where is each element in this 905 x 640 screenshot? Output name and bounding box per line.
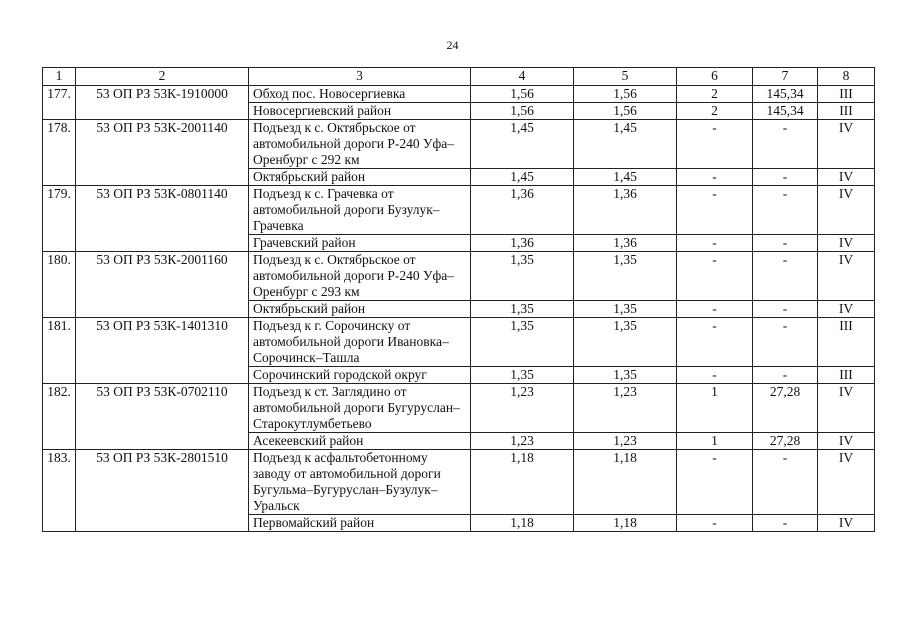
cell-c8: IV xyxy=(818,252,875,301)
district-cell-c7: 145,34 xyxy=(753,103,818,120)
district-cell-c7: - xyxy=(753,301,818,318)
district-cell-c4: 1,45 xyxy=(471,169,574,186)
district-cell-c7: - xyxy=(753,169,818,186)
road-name: Подъезд к г. Сорочинску от автомобильной дороги Ивановка–Сорочинск–Ташла xyxy=(249,318,471,367)
cell-c8: III xyxy=(818,318,875,367)
cell-c6: - xyxy=(677,186,753,235)
row-number: 183. xyxy=(43,450,76,532)
row-number: 182. xyxy=(43,384,76,450)
cell-c5: 1,35 xyxy=(574,252,677,301)
district-cell-c5: 1,35 xyxy=(574,301,677,318)
table-row xyxy=(43,86,875,103)
district-cell-c8: IV xyxy=(818,169,875,186)
road-name: Обход пос. Новосергиевка xyxy=(249,86,471,103)
cell-c8: III xyxy=(818,86,875,103)
row-number: 181. xyxy=(43,318,76,384)
table-row xyxy=(43,252,875,301)
district-cell-c8: III xyxy=(818,367,875,384)
cell-c4: 1,18 xyxy=(471,450,574,515)
district-cell-c7: 27,28 xyxy=(753,433,818,450)
row-number: 179. xyxy=(43,186,76,252)
district-cell-c5: 1,35 xyxy=(574,367,677,384)
district-cell-c8: IV xyxy=(818,433,875,450)
district-cell-c7: - xyxy=(753,367,818,384)
cell-c7: - xyxy=(753,318,818,367)
cell-c4: 1,35 xyxy=(471,252,574,301)
district-cell-c4: 1,35 xyxy=(471,367,574,384)
column-header: 8 xyxy=(818,68,875,86)
cell-c4: 1,36 xyxy=(471,186,574,235)
district-cell-c6: 2 xyxy=(677,103,753,120)
district-cell-c5: 1,18 xyxy=(574,515,677,532)
district-name: Октябрьский район xyxy=(249,301,471,318)
district-cell-c5: 1,23 xyxy=(574,433,677,450)
district-cell-c4: 1,56 xyxy=(471,103,574,120)
cell-c5: 1,35 xyxy=(574,318,677,367)
district-name: Асекеевский район xyxy=(249,433,471,450)
district-name: Сорочинский городской округ xyxy=(249,367,471,384)
district-name: Октябрьский район xyxy=(249,169,471,186)
district-cell-c5: 1,36 xyxy=(574,235,677,252)
cell-c5: 1,23 xyxy=(574,384,677,433)
cell-c5: 1,36 xyxy=(574,186,677,235)
district-cell-c8: IV xyxy=(818,515,875,532)
cell-c6: - xyxy=(677,120,753,169)
district-cell-c6: - xyxy=(677,235,753,252)
column-header: 3 xyxy=(249,68,471,86)
table-row xyxy=(43,318,875,367)
road-code: 53 ОП РЗ 53К-0801140 xyxy=(76,186,249,252)
cell-c7: - xyxy=(753,450,818,515)
cell-c6: - xyxy=(677,252,753,301)
column-header: 1 xyxy=(43,68,76,86)
district-cell-c4: 1,18 xyxy=(471,515,574,532)
district-cell-c8: IV xyxy=(818,301,875,318)
table-row xyxy=(43,384,875,433)
road-code: 53 ОП РЗ 53К-0702110 xyxy=(76,384,249,450)
cell-c6: 1 xyxy=(677,384,753,433)
cell-c5: 1,18 xyxy=(574,450,677,515)
district-name: Первомайский район xyxy=(249,515,471,532)
district-name: Грачевский район xyxy=(249,235,471,252)
row-number: 180. xyxy=(43,252,76,318)
cell-c6: 2 xyxy=(677,86,753,103)
cell-c5: 1,56 xyxy=(574,86,677,103)
table-row xyxy=(43,450,875,515)
district-cell-c6: - xyxy=(677,515,753,532)
column-header: 7 xyxy=(753,68,818,86)
road-code: 53 ОП РЗ 53К-2801510 xyxy=(76,450,249,532)
cell-c7: - xyxy=(753,120,818,169)
cell-c7: - xyxy=(753,186,818,235)
column-header: 6 xyxy=(677,68,753,86)
road-code: 53 ОП РЗ 53К-1401310 xyxy=(76,318,249,384)
cell-c7: 145,34 xyxy=(753,86,818,103)
cell-c6: - xyxy=(677,450,753,515)
column-header: 2 xyxy=(76,68,249,86)
road-code: 53 ОП РЗ 53К-2001140 xyxy=(76,120,249,186)
cell-c7: 27,28 xyxy=(753,384,818,433)
district-cell-c6: - xyxy=(677,169,753,186)
table-row xyxy=(43,186,875,235)
road-name: Подъезд к асфальтобетонному заводу от автомобильной дороги Бугульма–Бугуруслан–Бузулук–Уральск xyxy=(249,450,471,515)
table-row xyxy=(43,120,875,169)
column-header: 4 xyxy=(471,68,574,86)
column-header: 5 xyxy=(574,68,677,86)
roads-table xyxy=(42,67,875,532)
road-code: 53 ОП РЗ 53К-1910000 xyxy=(76,86,249,120)
page-number: 24 xyxy=(446,38,459,52)
cell-c4: 1,23 xyxy=(471,384,574,433)
district-cell-c8: III xyxy=(818,103,875,120)
cell-c8: IV xyxy=(818,384,875,433)
district-cell-c4: 1,36 xyxy=(471,235,574,252)
road-code: 53 ОП РЗ 53К-2001160 xyxy=(76,252,249,318)
cell-c5: 1,45 xyxy=(574,120,677,169)
cell-c4: 1,56 xyxy=(471,86,574,103)
cell-c4: 1,45 xyxy=(471,120,574,169)
road-name: Подъезд к с. Октябрьское от автомобильной дороги Р-240 Уфа–Оренбург с 293 км xyxy=(249,252,471,301)
header-row xyxy=(43,68,875,86)
district-cell-c6: 1 xyxy=(677,433,753,450)
cell-c7: - xyxy=(753,252,818,301)
district-cell-c7: - xyxy=(753,235,818,252)
cell-c8: IV xyxy=(818,120,875,169)
district-cell-c6: - xyxy=(677,367,753,384)
row-number: 177. xyxy=(43,86,76,120)
cell-c8: IV xyxy=(818,186,875,235)
road-name: Подъезд к с. Грачевка от автомобильной дороги Бузулук–Грачевка xyxy=(249,186,471,235)
cell-c6: - xyxy=(677,318,753,367)
road-name: Подъезд к ст. Заглядино от автомобильной дороги Бугуруслан–Старокутлумбетьево xyxy=(249,384,471,433)
road-name: Подъезд к с. Октябрьское от автомобильной дороги Р-240 Уфа–Оренбург с 292 км xyxy=(249,120,471,169)
district-name: Новосергиевский район xyxy=(249,103,471,120)
district-cell-c6: - xyxy=(677,301,753,318)
cell-c8: IV xyxy=(818,450,875,515)
district-cell-c5: 1,45 xyxy=(574,169,677,186)
cell-c4: 1,35 xyxy=(471,318,574,367)
row-number: 178. xyxy=(43,120,76,186)
district-cell-c4: 1,35 xyxy=(471,301,574,318)
district-cell-c7: - xyxy=(753,515,818,532)
district-cell-c4: 1,23 xyxy=(471,433,574,450)
district-cell-c8: IV xyxy=(818,235,875,252)
table-body xyxy=(43,86,875,532)
district-cell-c5: 1,56 xyxy=(574,103,677,120)
